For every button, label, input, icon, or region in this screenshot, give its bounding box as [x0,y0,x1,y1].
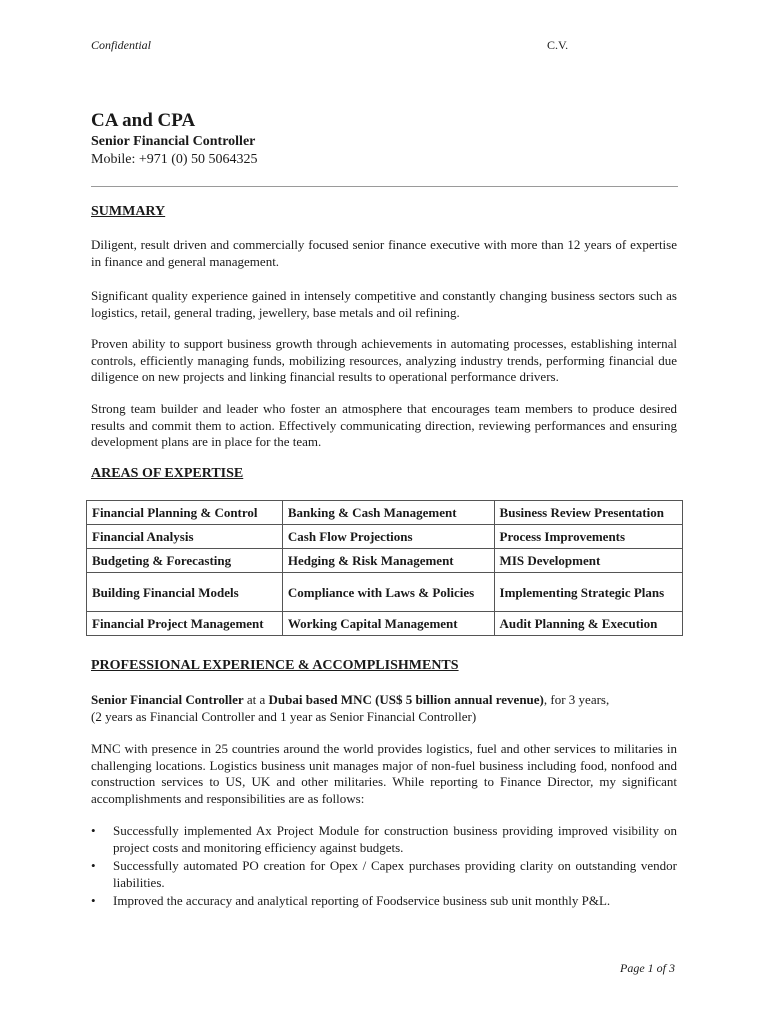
table-row [87,525,683,549]
expertise-cell: Building Financial Models [87,573,283,612]
list-item [91,823,677,856]
bullet-icon: • [91,858,96,873]
expertise-cell: Audit Planning & Execution [494,612,682,636]
header-divider [91,186,678,187]
company-description: MNC with presence in 25 countries around the world provides logistics, fuel and other services to militaries in challenging locations. Logistics business unit manages major of non-fuel business including food, nonfood and construction services to US, UK and other militaries. While reporting to Finance Director, my significant accomplishments and responsibilities are as follows: [91,741,677,806]
expertise-cell: MIS Development [494,549,682,573]
expertise-cell: Working Capital Management [282,612,494,636]
job-title-line [91,692,677,709]
candidate-title: CA and CPA [91,110,196,131]
expertise-cell: Financial Project Management [87,612,283,636]
table-row [87,612,683,636]
page-number: Page 1 of 3 [620,961,675,975]
expertise-heading: AREAS OF EXPERTISE [91,466,244,481]
bullet-icon: • [91,893,96,908]
accomplishment-list [91,823,677,912]
job-company: Dubai based MNC (US$ 5 billion annual revenue) [268,692,544,707]
expertise-table [86,500,683,636]
table-row [87,501,683,525]
summary-heading: SUMMARY [91,204,166,219]
header-confidential: Confidential [91,38,151,52]
candidate-mobile: Mobile: +971 (0) 50 5064325 [91,152,258,167]
expertise-cell: Cash Flow Projections [282,525,494,549]
job-tenure-note: (2 years as Financial Controller and 1 year as Senior Financial Controller) [91,709,477,724]
job-duration: , for 3 years, [543,692,610,707]
job-position: Senior Financial Controller [91,692,244,707]
summary-paragraph: Diligent, result driven and commercially focused senior finance executive with more than 12 years of expertise in finance and general management. [91,237,677,269]
job-at: at a [243,692,269,707]
header-cv: C.V. [547,38,569,52]
accomplishment-text: Successfully automated PO creation for Opex / Capex purchases providing clarity on outstanding vendor liabilities. [113,858,677,890]
summary-paragraph: Strong team builder and leader who foster an atmosphere that encourages team members to produce desired results and commit them to action. Effectively communicating direction, reviewing performances and ensuring development plans are in place for the team. [91,401,677,449]
expertise-cell: Hedging & Risk Management [282,549,494,573]
experience-heading: PROFESSIONAL EXPERIENCE & ACCOMPLISHMENTS [91,658,459,673]
expertise-cell: Process Improvements [494,525,682,549]
accomplishment-text: Improved the accuracy and analytical reporting of Foodservice business sub unit monthly P&L. [113,893,611,908]
expertise-cell: Banking & Cash Management [282,501,494,525]
expertise-cell: Business Review Presentation [494,501,682,525]
list-item [91,858,677,891]
accomplishment-text: Successfully implemented Ax Project Module for construction business providing improved visibility on project costs and monitoring efficiency against budgets. [113,823,677,855]
summary-paragraph: Significant quality experience gained in intensely competitive and constantly changing business sectors such as logistics, retail, general trading, jewellery, base metals and oil refining. [91,288,677,320]
expertise-cell: Financial Planning & Control [87,501,283,525]
table-row [87,549,683,573]
expertise-cell: Implementing Strategic Plans [494,573,682,612]
table-row [87,573,683,612]
expertise-cell: Compliance with Laws & Policies [282,573,494,612]
bullet-icon: • [91,823,96,838]
summary-paragraph: Proven ability to support business growth through achievements in automating processes, establishing internal controls, efficiently managing funds, mobilizing resources, analyzing industry trends, performing financial due diligence on new projects and linking financial results to operational performance drivers. [91,336,677,384]
list-item [91,893,677,910]
expertise-cell: Financial Analysis [87,525,283,549]
expertise-cell: Budgeting & Forecasting [87,549,283,573]
candidate-role: Senior Financial Controller [91,134,256,149]
